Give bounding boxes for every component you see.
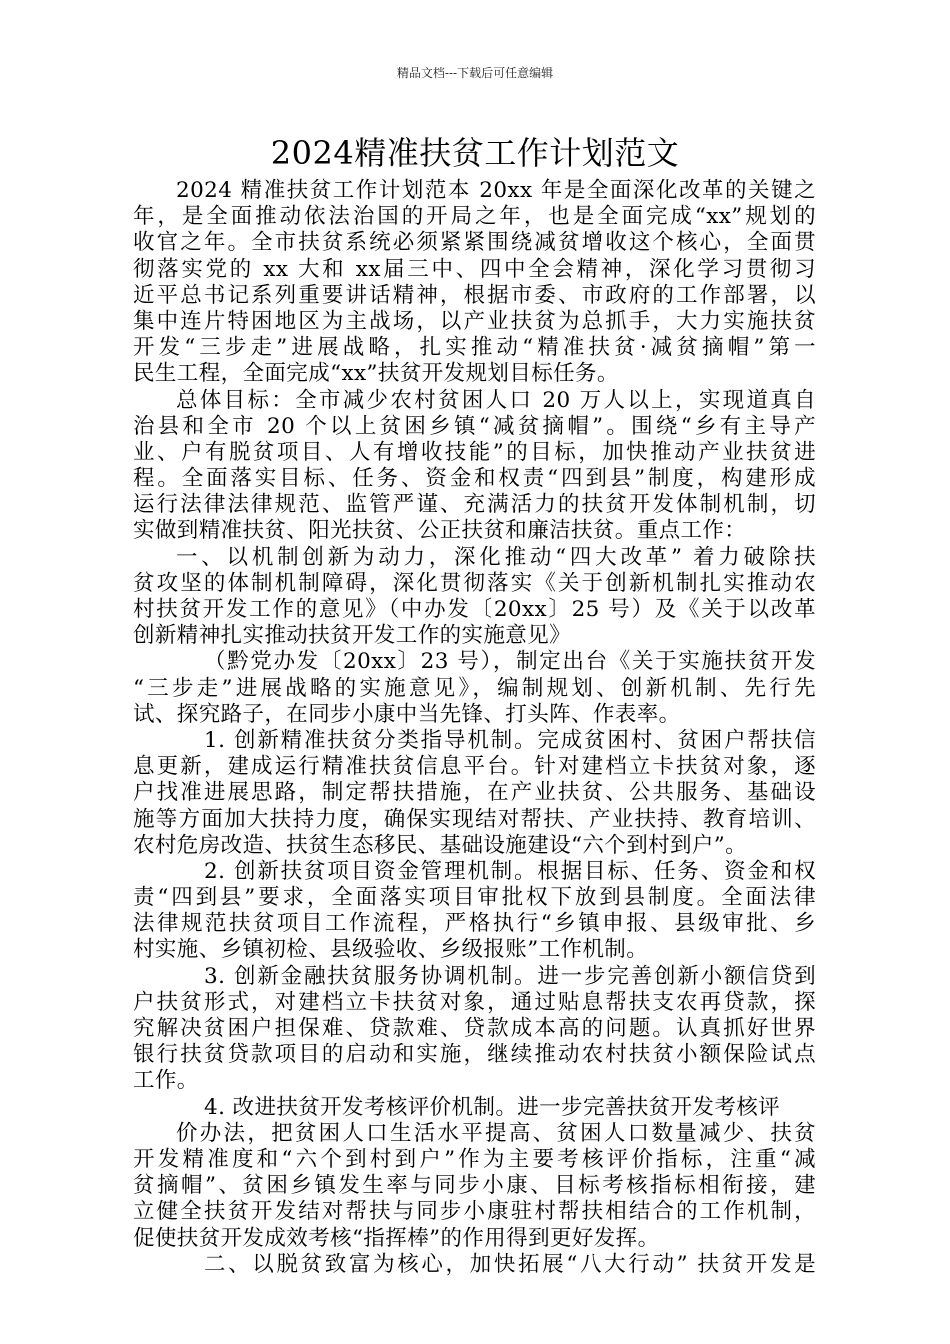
text-line: 3. 创新金融扶贫服务协调机制。进一步完善创新小额信贷到 — [204, 963, 816, 989]
text-line: 贫攻坚的体制机制障碍，深化贯彻落实《关于创新机制扎实推动农 — [133, 570, 816, 596]
text-line: 法律规范扶贫项目工作流程，严格执行“乡镇申报、县级审批、乡 — [133, 911, 816, 937]
text-line: 开发精准度和“六个到村到户”作为主要考核评价指标，注重“减 — [133, 1146, 816, 1172]
text-line: 村实施、乡镇初检、县级验收、乡级报账”工作机制。 — [133, 937, 649, 963]
text-line: 近平总书记系列重要讲话精神，根据市委、市政府的工作部署，以 — [133, 282, 816, 308]
text-line: 收官之年。全市扶贫系统必须紧紧围绕减贫增收这个核心，全面贯 — [133, 230, 816, 256]
text-line: 试、探究路子，在同步小康中当先锋、打头阵、作表率。 — [133, 701, 681, 727]
text-line: 业、户有脱贫项目、人有增收技能”的目标，加快推动产业扶贫进 — [133, 439, 816, 465]
text-line: 彻落实党的 xx 大和 xx届三中、四中全会精神，深化学习贯彻习 — [133, 256, 816, 282]
header-note: 精品文档---下载后可任意编辑 — [396, 66, 554, 80]
text-line: 2024 精准扶贫工作计划范本 20xx 年是全面深化改革的关键之 — [176, 178, 816, 203]
text-line: 开发“三步走”进展战略，扎实推动“精准扶贫·减贫摘帽”第一 — [133, 335, 816, 361]
text-line: 集中连片特困地区为主战场，以产业扶贫为总抓手，大力实施扶贫 — [133, 308, 816, 334]
text-line: 实做到精准扶贫、阳光扶贫、公正扶贫和廉洁扶贫。重点工作： — [133, 518, 747, 544]
text-line: 1. 创新精准扶贫分类指导机制。完成贫困村、贫困户帮扶信 — [204, 727, 816, 753]
text-line: 施等方面加大扶持力度，确保实现结对帮扶、产业扶持、教育培训、 — [133, 806, 816, 832]
text-line: 治县和全市 20 个以上贫困乡镇“减贫摘帽”。围绕“乡有主导产 — [133, 413, 816, 439]
text-line: 村扶贫开发工作的意见》（中办发〔20xx〕25 号）及《关于以改革 — [133, 597, 816, 622]
text-line: 究解决贫困户担保难、贷款难、贷款成本高的问题。认真抓好世界 — [133, 1016, 816, 1041]
text-line: 4. 改进扶贫开发考核评价机制。进一步完善扶贫开发考核评 — [204, 1094, 781, 1120]
text-line: （黔党办发〔20xx〕23 号），制定出台《关于实施扶贫开发 — [204, 649, 816, 675]
text-line: 创新精神扎实推动扶贫开发工作的实施意见》 — [133, 623, 572, 649]
text-line: 工作。 — [133, 1068, 199, 1094]
text-line: 促使扶贫开发成效考核“指挥棒”的作用得到更好发挥。 — [133, 1225, 660, 1251]
text-line: 程。全面落实目标、任务、资金和权责“四到县”制度，构建形成 — [133, 466, 816, 492]
text-line: 价办法，把贫困人口生活水平提高、贫困人口数量减少、扶贫 — [176, 1120, 816, 1146]
text-line: 民生工程，全面完成“xx”扶贫开发规划目标任务。 — [133, 361, 619, 387]
text-line: 责“四到县”要求，全面落实项目审批权下放到县制度。全面法律 — [133, 885, 816, 911]
text-line: “三步走”进展战略的实施意见》，编制规划、创新机制、先行先 — [133, 675, 816, 701]
text-line: 农村危房改造、扶贫生态移民、基础设施建设“六个到村到户”。 — [133, 832, 748, 858]
document-body — [133, 178, 816, 1278]
document-title: 2024精准扶贫工作计划范文 — [270, 134, 680, 172]
text-line: 二、以脱贫致富为核心，加快拓展“八大行动” 扶贫开发是 — [204, 1251, 816, 1277]
text-line: 2. 创新扶贫项目资金管理机制。根据目标、任务、资金和权 — [204, 858, 816, 884]
text-line: 总体目标：全市减少农村贫困人口 20 万人以上，实现道真自 — [176, 387, 816, 413]
text-line: 运行法律法律规范、监管严谨、充满活力的扶贫开发体制机制，切 — [133, 492, 816, 518]
text-line: 立健全扶贫开发结对帮扶与同步小康驻村帮扶相结合的工作机制， — [133, 1199, 816, 1225]
text-line: 年，是全面推动依法治国的开局之年，也是全面完成“xx”规划的 — [133, 204, 816, 230]
text-line: 贫摘帽”、贫困乡镇发生率与同步小康、目标考核指标相衔接，建 — [133, 1173, 816, 1199]
text-line: 息更新，建成运行精准扶贫信息平台。针对建档立卡扶贫对象，逐 — [133, 754, 816, 780]
text-line: 一、以机制创新为动力，深化推动“四大改革” 着力破除扶 — [176, 544, 816, 570]
text-line: 户找准进展思路，制定帮扶措施，在产业扶贫、公共服务、基础设 — [133, 780, 816, 806]
text-line: 户扶贫形式，对建档立卡扶贫对象，通过贴息帮扶支农再贷款，探 — [133, 989, 816, 1015]
text-line: 银行扶贫贷款项目的启动和实施，继续推动农村扶贫小额保险试点 — [133, 1042, 816, 1068]
